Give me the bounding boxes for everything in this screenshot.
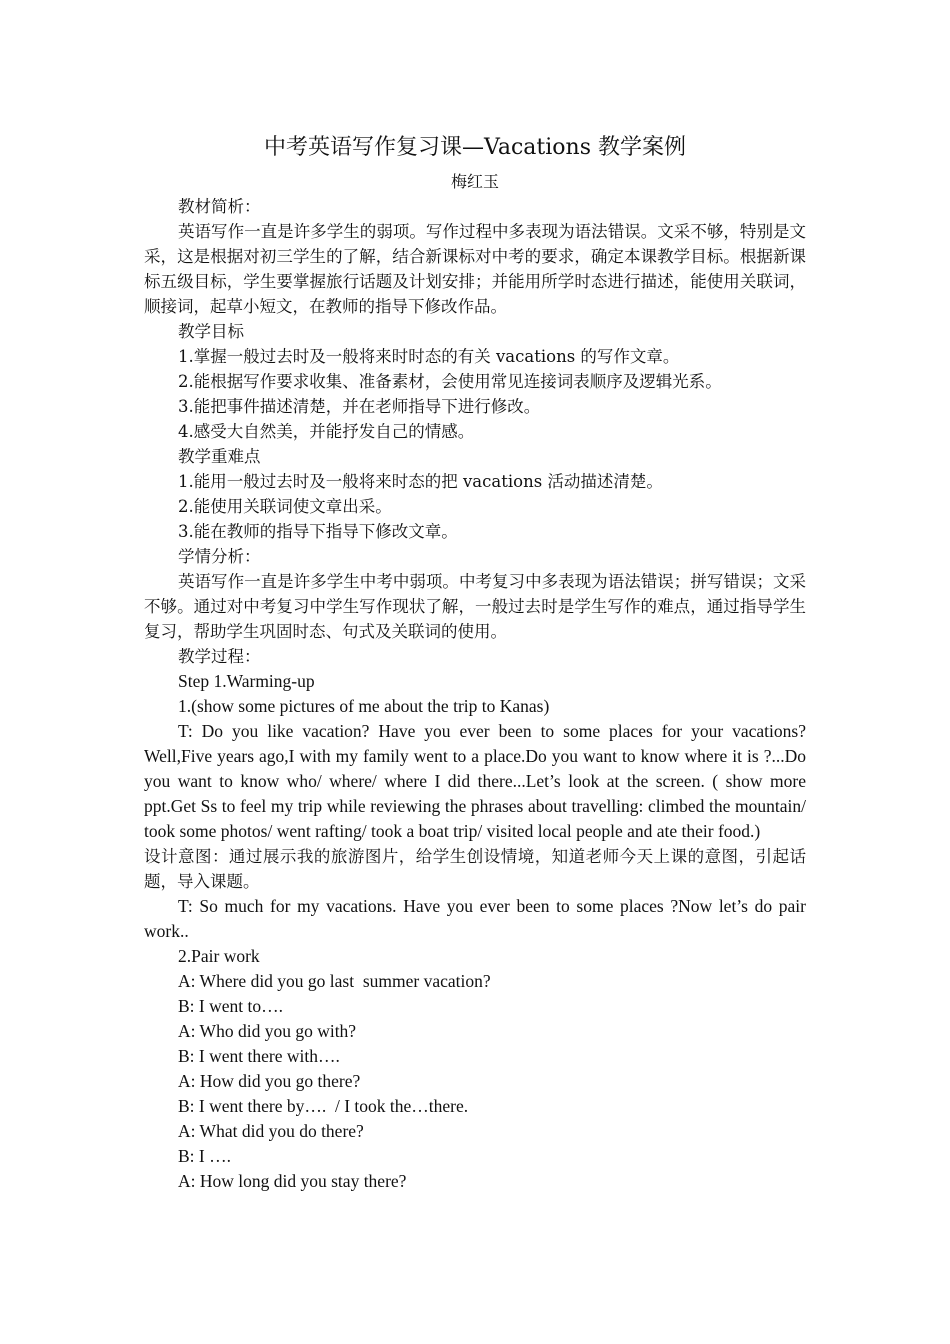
document-page [144,130,806,1194]
dialogue-line: A: Where did you go last summer vacation? [178,971,491,991]
key-point-item: 2.能使用关联词使文章出采。 [178,497,392,516]
pair-work-heading: 2.Pair work [178,946,260,966]
material-text: 英语写作一直是许多学生的弱项。写作过程中多表现为语法错误。文采不够，特别是文采，这是根据对初三学生的了解，结合新课标对中考的要求，确定本课教学目标。根据新课标五级目标，学生要掌握旅行话题及计划安排；并能用所学时态进行描述，能使用关联词，顺接词，起草小短文，在教师的指导下修改作品。 [144,222,806,316]
teacher-talk: T: Do you like vacation? Have you ever been to some places for your vacations? Well,Five years ago,I with my family went to a place.Do you want to know where it is ?...Do you want to know who/ where/ where I did there...Let’s look at the screen. ( show more ppt.Get Ss to feel my trip while reviewing the phrases about travelling: climbed the mountain/ took some photos/ went rafting/ took a boat trip/ visited local people and ate their food.) [144,721,806,841]
goals-heading: 教学目标 [178,322,244,341]
goal-item: 2.能根据写作要求收集、准备素材，会使用常见连接词表顺序及逻辑光系。 [178,372,722,391]
dialogue-line: B: I went there by…. / I took the…there. [178,1096,469,1116]
dialogue-line: B: I went there with…. [178,1046,340,1066]
dialogue-line: B: I …. [178,1146,231,1166]
document-title: 中考英语写作复习课—Vacations 教学案例 [264,135,686,160]
dialogue-line: A: How did you go there? [178,1071,361,1091]
design-intent: 设计意图：通过展示我的旅游图片，给学生创设情境，知道老师今天上课的意图，引起话题，导入课题。 [144,847,806,891]
goal-item: 4.感受大自然美，并能抒发自己的情感。 [178,422,475,441]
dialogue-line: B: I went to…. [178,996,283,1016]
dialogue-line: A: How long did you stay there? [178,1171,407,1191]
analysis-heading: 学情分析： [178,547,261,566]
material-heading: 教材简析： [178,197,261,216]
key-point-item: 1.能用一般过去时及一般将来时态的把 vacations 活动描述清楚。 [178,472,663,491]
step-heading: Step 1.Warming-up [178,671,315,691]
goal-item: 3.能把事件描述清楚，并在老师指导下进行修改。 [178,397,541,416]
key-points-heading: 教学重难点 [178,447,261,466]
teacher-talk: T: So much for my vacations. Have you ever been to some places ?Now let’s do pair work.. [144,896,806,941]
process-heading: 教学过程： [178,647,261,666]
goal-item: 1.掌握一般过去时及一般将来时时态的有关 vacations 的写作文章。 [178,347,680,366]
key-point-item: 3.能在教师的指导下指导下修改文章。 [178,522,458,541]
dialogue-line: A: What did you do there? [178,1121,364,1141]
dialogue-line: A: Who did you go with? [178,1021,357,1041]
analysis-text: 英语写作一直是许多学生中考中弱项。中考复习中多表现为语法错误；拼写错误；文采不够。通过对中考复习中学生写作现状了解，一般过去时是学生写作的难点，通过指导学生复习，帮助学生巩固时态、句式及关联词的使用。 [144,572,806,641]
step-item: 1.(show some pictures of me about the trip to Kanas) [178,696,550,716]
document-author: 梅红玉 [450,172,499,191]
